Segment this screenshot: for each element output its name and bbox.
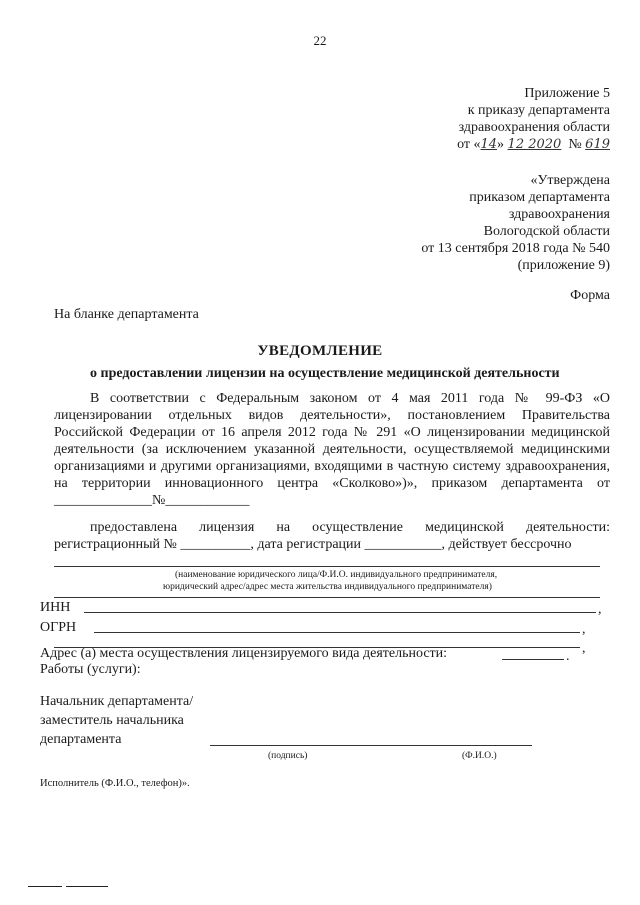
document-subtitle: о предоставлении лицензии на осуществление медицинской деятельности: [90, 366, 560, 381]
approved-line-4: Вологодской области: [483, 224, 610, 239]
works-label: Работы (услуги):: [40, 662, 141, 677]
handwritten-number: 619: [585, 137, 610, 152]
document-title: УВЕДОМЛЕНИЕ: [257, 343, 383, 359]
paragraph-2: предоставлена лицензия на осуществление медицинской деятельности: регистрационный № __________, дата регистрации ___________, действует бессрочно: [54, 520, 610, 552]
footnote-separator-right: [66, 886, 108, 887]
signature-underline: [210, 745, 532, 746]
date-prefix: от «: [457, 137, 481, 152]
page-number: 22: [313, 33, 327, 48]
footnote-separator-left: [28, 886, 62, 887]
executor-line: Исполнитель (Ф.И.О., телефон)».: [40, 778, 190, 789]
form-label: Форма: [570, 288, 610, 303]
signature-caption: (подпись): [268, 751, 308, 761]
ogrn-label: ОГРН: [40, 620, 77, 635]
ogrn-comma: ,: [582, 622, 586, 637]
address-comma: .: [566, 649, 570, 664]
approved-line-1: «Утверждена: [530, 173, 610, 188]
name-underline: [54, 566, 600, 567]
blank-label: На бланке департамента: [54, 307, 199, 322]
signer-line-2: заместитель начальника: [40, 713, 184, 728]
ogrn-underline: [94, 632, 580, 633]
caption-line-2: юридический адрес/адрес места жительства индивидуального предпринимателя): [163, 582, 492, 592]
extra-comma: ,: [582, 641, 586, 656]
address-label: Адрес (а) места осуществления лицензируемого вида деятельности:: [40, 646, 448, 661]
caption-line-1: (наименование юридического лица/Ф.И.О. индивидуального предпринимателя,: [175, 570, 498, 580]
date-mid: »: [497, 137, 505, 152]
caption-underline: [54, 597, 600, 598]
number-label: №: [568, 137, 582, 152]
signer-line-3: департамента: [40, 732, 122, 747]
signer-line-1: Начальник департамента/: [40, 694, 194, 709]
appendix-line-1: Приложение 5: [524, 86, 610, 101]
approved-line-6: (приложение 9): [517, 258, 610, 273]
inn-underline: [84, 612, 596, 613]
address-underline: [502, 659, 564, 660]
inn-label: ИНН: [40, 600, 71, 615]
paragraph-1: В соответствии с Федеральным законом от 4 мая 2011 года № 99-ФЗ «О лицензировании отдельных видов деятельности», постановлением Правительства Российской Федерации от 16 апреля 2012 года № 291 «О лицензировании медицинской деятельности (за исключением указанной деятельности, осуществляемой медицинскими организациями и другими организациями, входящими в частную систему здравоохранения, на территории инновационного центра «Сколково»)», приказом департамента от ______________№____________: [54, 391, 610, 508]
approved-line-5: от 13 сентября 2018 года № 540: [421, 241, 610, 256]
appendix-date-line: [457, 136, 610, 153]
appendix-line-3: здравоохранения области: [458, 120, 610, 135]
fio-caption: (Ф.И.О.): [462, 751, 497, 761]
handwritten-month-year: 12 2020: [507, 137, 562, 152]
approved-line-2: приказом департамента: [469, 190, 610, 205]
inn-comma: ,: [598, 602, 602, 617]
approved-line-3: здравоохранения: [508, 207, 610, 222]
appendix-line-2: к приказу департамента: [467, 103, 610, 118]
handwritten-day: 14: [480, 137, 498, 152]
